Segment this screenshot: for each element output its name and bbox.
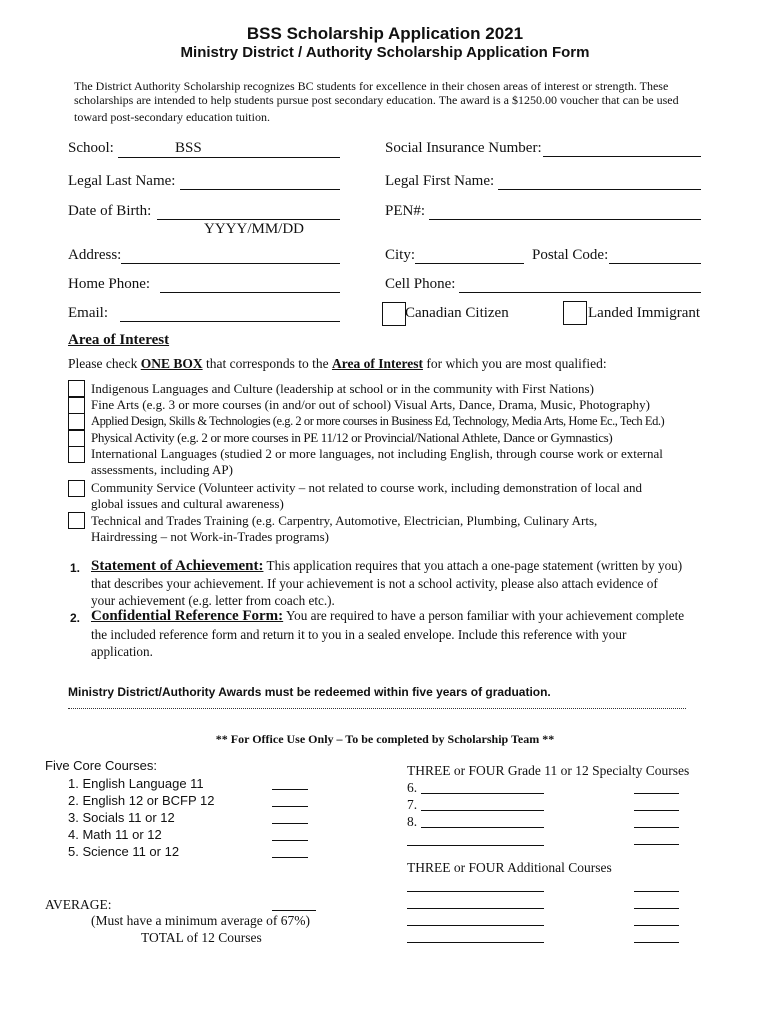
core-mark-field[interactable] — [272, 823, 308, 824]
sin-field[interactable] — [543, 140, 701, 157]
postal-field[interactable] — [609, 247, 701, 264]
specialty-mark-field[interactable] — [634, 827, 679, 828]
form-title: BSS Scholarship Application 2021 — [246, 24, 524, 43]
core-course-row — [68, 809, 214, 826]
specialty-heading: THREE or FOUR Grade 11 or 12 Specialty Courses — [407, 763, 690, 778]
landed-immigrant-checkbox[interactable] — [563, 301, 587, 325]
additional-mark-field[interactable] — [634, 891, 679, 892]
intro-line-2: scholarships are intended to help students pursue post secondary education. The award is a $1250.00 voucher that can be used — [74, 93, 679, 107]
interest-item: Applied Design, Skills & Technologies (e.g. 2 or more courses in Business Ed, Technology, Media Arts, Home Ec., Tech Ed.) — [91, 414, 665, 428]
intro-line-3: toward post-secondary education tuition. — [74, 110, 270, 124]
canadian-citizen-checkbox[interactable] — [382, 302, 406, 326]
additional-course-field[interactable] — [407, 908, 544, 909]
email-label: Email: — [68, 305, 108, 321]
course-number: 3. — [68, 810, 79, 825]
interest-checkbox-indigenous[interactable] — [68, 380, 85, 397]
requirement-text: application. — [91, 644, 153, 659]
additional-course-field[interactable] — [407, 925, 544, 926]
instruction-text: that corresponds to the — [202, 356, 332, 371]
course-name: English Language 11 — [82, 776, 204, 791]
core-mark-field[interactable] — [272, 806, 308, 807]
city-label: City: — [385, 247, 416, 263]
dotted-separator — [68, 708, 686, 709]
core-course-row — [68, 826, 214, 843]
requirement-text: that describes your achievement. If your achievement is not a school activity, please also attach evidence of — [91, 576, 658, 591]
specialty-course-field[interactable] — [421, 827, 544, 828]
interest-instruction — [68, 356, 607, 372]
interest-item: Community Service (Volunteer activity – not related to course work, including demonstration of local and — [91, 480, 643, 495]
redeem-notice: Ministry District/Authority Awards must be redeemed within five years of graduation. — [68, 685, 551, 699]
requirement-text: This application requires that you attach a one-page statement (written by you) — [263, 558, 683, 573]
school-value: BSS — [175, 140, 202, 156]
additional-mark-field[interactable] — [634, 908, 679, 909]
canadian-citizen-label: Canadian Citizen — [405, 305, 509, 321]
requirement-text: the included reference form and return it to you in a sealed envelope. Include this reference with your — [91, 627, 627, 642]
course-number: 2. — [68, 793, 79, 808]
pen-field[interactable] — [429, 203, 701, 220]
additional-course-field[interactable] — [407, 891, 544, 892]
intro-line-1: The District Authority Scholarship recognizes BC students for excellence in their chosen areas of interest or strength. These — [74, 79, 669, 93]
core-mark-field[interactable] — [272, 789, 308, 790]
landed-immigrant-label: Landed Immigrant — [588, 305, 701, 321]
core-courses-heading: Five Core Courses: — [45, 758, 157, 773]
additional-mark-field[interactable] — [634, 942, 679, 943]
cell-phone-field[interactable] — [459, 276, 701, 293]
core-course-row — [68, 843, 214, 860]
interest-item: Physical Activity (e.g. 2 or more courses in PE 11/12 or Provincial/National Athlete, Dance or Gymnastics) — [91, 430, 613, 445]
specialty-number: 8. — [407, 814, 418, 829]
course-name: Science 11 or 12 — [82, 844, 180, 859]
requirement-number: 2. — [70, 611, 81, 625]
requirement-statement — [91, 558, 682, 575]
additional-course-field[interactable] — [407, 942, 544, 943]
interest-item-continued: Hairdressing – not Work-in-Trades programs) — [91, 529, 329, 544]
pen-label: PEN#: — [385, 203, 426, 219]
office-use-heading: ** For Office Use Only – To be completed by Scholarship Team ** — [215, 732, 555, 746]
course-number: 4. — [68, 827, 79, 842]
city-field[interactable] — [415, 247, 524, 264]
total-label: TOTAL of 12 Courses — [141, 930, 262, 945]
interest-item: Indigenous Languages and Culture (leadership at school or in the community with First Nations) — [91, 381, 594, 396]
specialty-mark-field[interactable] — [634, 793, 679, 794]
specialty-course-field[interactable] — [421, 810, 544, 811]
instruction-text: for which you are most qualified: — [422, 356, 607, 371]
cell-phone-label: Cell Phone: — [385, 276, 456, 292]
interest-checkbox-fine-arts[interactable] — [68, 397, 85, 414]
average-field[interactable] — [272, 910, 316, 911]
specialty-number: 7. — [407, 797, 418, 812]
school-field[interactable] — [118, 140, 340, 158]
additional-mark-field[interactable] — [634, 925, 679, 926]
requirement-number: 1. — [70, 561, 81, 575]
instruction-area: Area of Interest — [331, 356, 423, 371]
dob-field[interactable] — [157, 203, 340, 220]
specialty-course-field[interactable] — [407, 845, 544, 846]
interest-checkbox-community-service[interactable] — [68, 480, 85, 497]
area-of-interest-heading: Area of Interest — [68, 332, 170, 348]
course-name: Socials 11 or 12 — [82, 810, 175, 825]
first-name-label: Legal First Name: — [385, 173, 495, 189]
requirement-title: Confidential Reference Form: — [91, 608, 284, 624]
course-number: 1. — [68, 776, 79, 791]
dob-format-hint: YYYY/MM/DD — [204, 221, 305, 237]
first-name-field[interactable] — [498, 173, 701, 190]
interest-checkbox-trades[interactable] — [68, 512, 85, 529]
interest-item: Fine Arts (e.g. 3 or more courses (in and/or out of school) Visual Arts, Dance, Drama, Music, Photography) — [91, 397, 650, 412]
school-label: School: — [68, 140, 114, 156]
course-name: English 12 or BCFP 12 — [82, 793, 215, 808]
postal-label: Postal Code: — [532, 247, 609, 263]
average-label: AVERAGE: — [45, 897, 112, 912]
interest-item-continued: assessments, including AP) — [91, 462, 233, 477]
instruction-text: Please check — [68, 356, 141, 371]
email-field[interactable] — [120, 305, 340, 322]
interest-item: International Languages (studied 2 or more languages, not including English, through course work or external — [91, 446, 663, 461]
core-course-row — [68, 775, 214, 792]
core-course-list — [68, 775, 214, 860]
dob-label: Date of Birth: — [68, 203, 152, 219]
requirement-text: You are required to have a person familiar with your achievement complete — [283, 608, 685, 623]
specialty-number: 6. — [407, 780, 418, 795]
home-phone-label: Home Phone: — [68, 276, 151, 292]
additional-heading: THREE or FOUR Additional Courses — [407, 860, 612, 875]
core-mark-field[interactable] — [272, 857, 308, 858]
address-field[interactable] — [121, 247, 340, 264]
interest-checkbox-international-languages[interactable] — [68, 446, 85, 463]
interest-item: Technical and Trades Training (e.g. Carpentry, Automotive, Electrician, Plumbing, Culinary Arts, — [91, 513, 598, 528]
interest-checkbox-applied-design[interactable] — [68, 413, 85, 430]
specialty-mark-field[interactable] — [634, 844, 679, 845]
average-note: (Must have a minimum average of 67%) — [91, 913, 310, 928]
interest-item-continued: global issues and cultural awareness) — [91, 496, 284, 511]
course-number: 5. — [68, 844, 79, 859]
interest-checkbox-physical-activity[interactable] — [68, 430, 85, 447]
form-subtitle: Ministry District / Authority Scholarship Application Form — [180, 44, 590, 61]
requirement-text: your achievement (e.g. letter from coach etc.). — [91, 593, 335, 608]
specialty-course-field[interactable] — [421, 793, 544, 794]
requirement-title: Statement of Achievement: — [91, 558, 264, 574]
home-phone-field[interactable] — [160, 276, 340, 293]
requirement-reference — [91, 608, 684, 625]
last-name-label: Legal Last Name: — [68, 173, 176, 189]
instruction-one-box: ONE BOX — [140, 356, 203, 371]
course-name: Math 11 or 12 — [82, 827, 162, 842]
core-mark-field[interactable] — [272, 840, 308, 841]
address-label: Address: — [68, 247, 122, 263]
specialty-mark-field[interactable] — [634, 810, 679, 811]
sin-label: Social Insurance Number: — [385, 140, 542, 156]
last-name-field[interactable] — [180, 173, 340, 190]
core-course-row — [68, 792, 214, 809]
